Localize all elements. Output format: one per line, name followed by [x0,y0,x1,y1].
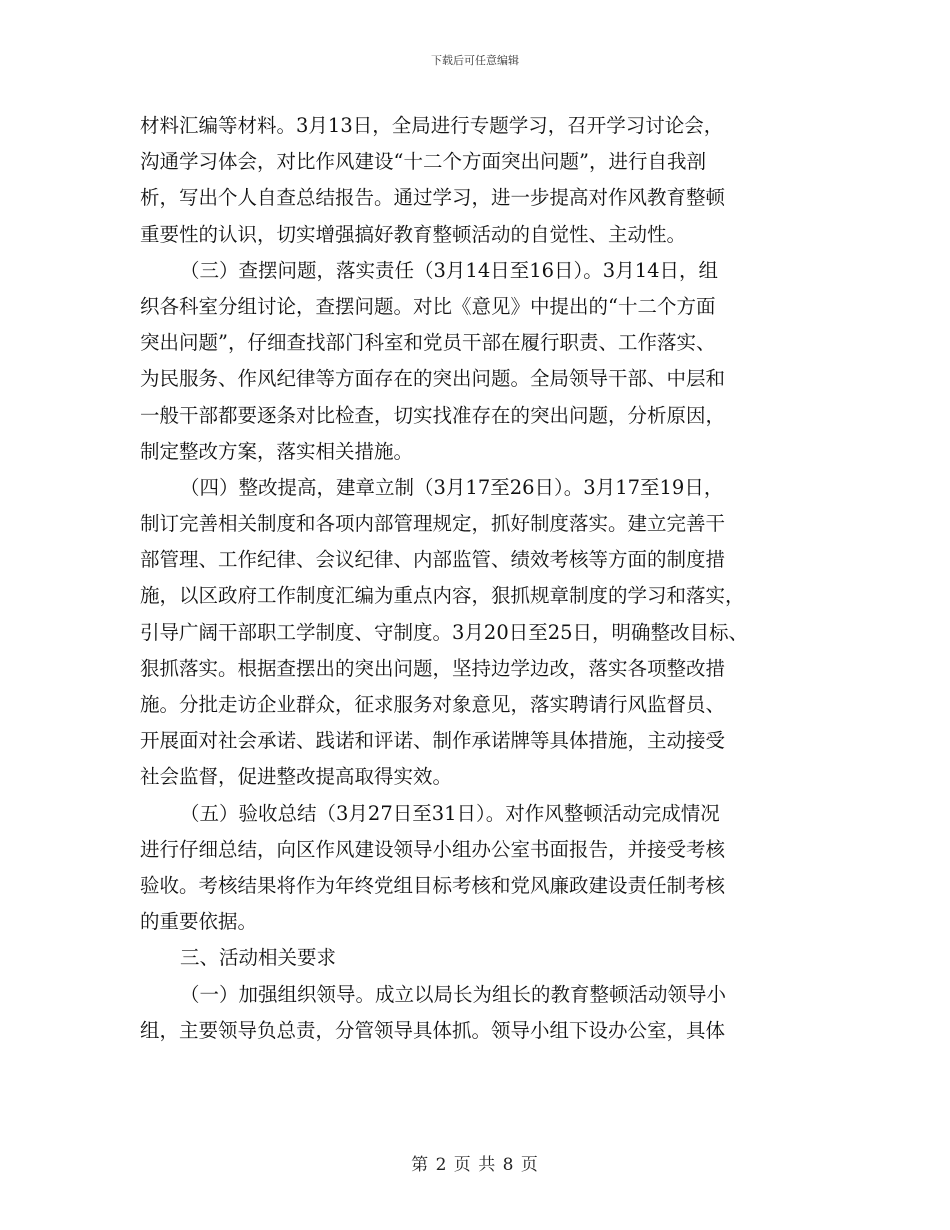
body-line: 狠抓落实。根据查摆出的突出问题，坚持边学边改，落实各项整改措 [140,656,726,680]
body-line: 一般干部都要逐条对比检查，切实找准存在的突出问题，分析原因， [140,403,726,427]
body-line: 突出问题”，仔细查找部门科室和党员干部在履行职责、工作落实、 [140,331,716,355]
body-line: 材料汇编等材料。3月13日，全局进行专题学习，召开学习讨论会， [140,114,724,137]
body-line: 验收。考核结果将作为年终党组目标考核和党风廉政建设责任制考核 [140,873,726,897]
body-line: 进行仔细总结，向区作风建设领导小组办公室书面报告，并接受考核 [140,837,726,861]
body-line: 为民服务、作风纪律等方面存在的突出问题。全局领导干部、中层和 [140,367,726,391]
body-line: 部管理、工作纪律、会议纪律、内部监管、绩效考核等方面的制度措 [140,548,726,572]
body-line: 开展面对社会承诺、践诺和评诺、制作承诺牌等具体措施，主动接受 [140,729,726,753]
body-line: 施。分批走访企业群众，征求服务对象意见，落实聘请行风监督员、 [140,693,726,716]
section-heading: 三、活动相关要求 [180,946,337,970]
body-line: 析，写出个人自查总结报告。通过学习，进一步提高对作风教育整顿 [140,186,726,210]
page-footer: 第 2 页 共 8 页 [411,1155,539,1175]
body-line: 制定整改方案，落实相关措施。 [140,439,414,463]
paragraph-start-line: （三）查摆问题，落实责任（3月14日至16日）。3月14日，组 [180,258,719,282]
body-line: 的重要依据。 [140,910,258,934]
paragraph-start-line: （一）加强组织领导。成立以局长为组长的教育整顿活动领导小 [180,982,727,1006]
body-line: 组，主要领导负总责，分管领导具体抓。领导小组下设办公室，具体 [140,1018,726,1042]
body-line: 制订完善相关制度和各项内部管理规定，抓好制度落实。建立完善干 [140,512,726,536]
document-body [140,108,820,1049]
body-line: 织各科室分组讨论，查摆问题。对比《意见》中提出的“十二个方面 [140,294,716,318]
body-line: 施，以区政府工作制度汇编为重点内容，狠抓规章制度的学习和落实， [140,584,745,608]
header-note: 下载后可任意编辑 [431,54,519,67]
body-line: 社会监督，促进整改提高取得实效。 [140,765,453,789]
body-line: 沟通学习体会，对比作风建设“十二个方面突出问题”，进行自我剖 [140,150,706,174]
body-line: 引导广阔干部职工学制度、守制度。3月20日至25日，明确整改目标、 [140,620,749,644]
body-line: 重要性的认识，切实增强搞好教育整顿活动的自觉性、主动性。 [140,222,687,246]
paragraph-start-line: （五）验收总结（3月27日至31日）。对作风整顿活动完成情况 [180,801,720,825]
paragraph-start-line: （四）整改提高，建章立制（3月17至26日）。3月17至19日， [180,475,724,499]
